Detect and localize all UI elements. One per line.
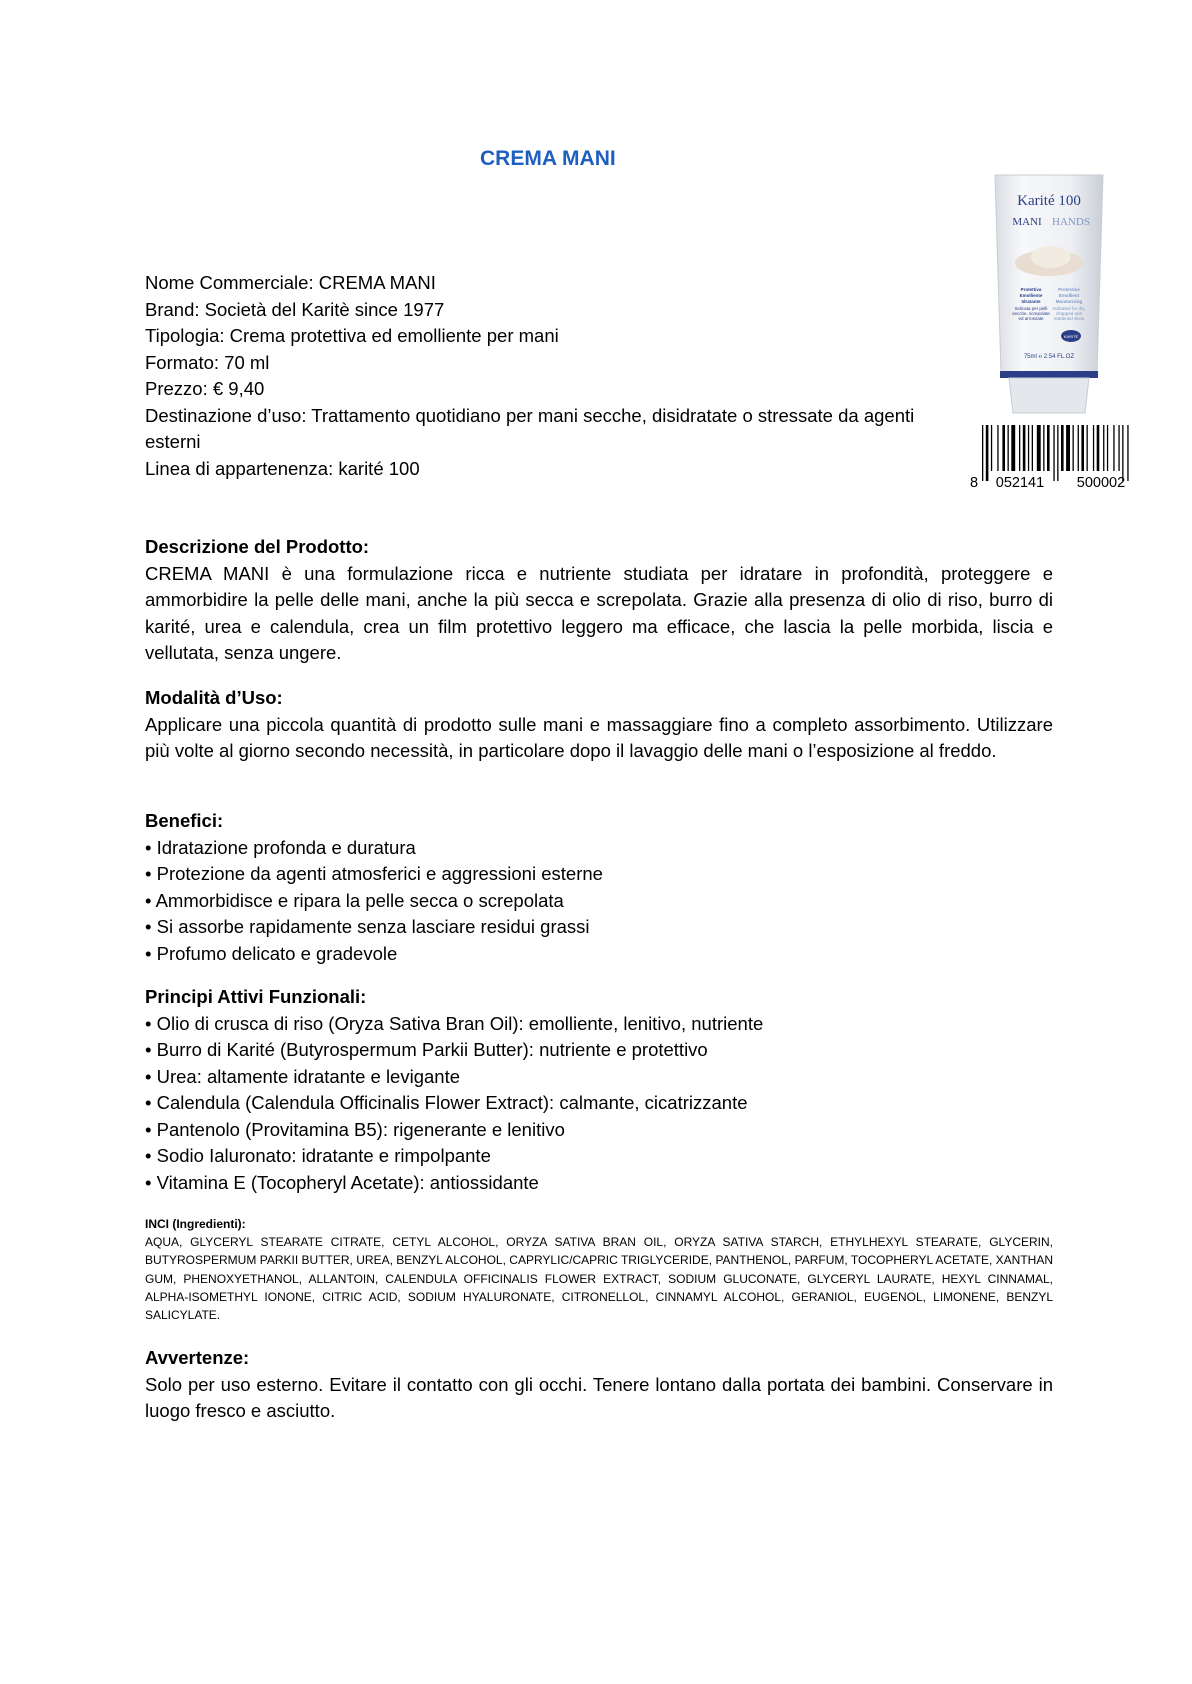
tube-it-4: secche, screpolate — [1012, 311, 1050, 316]
modalita-heading: Modalità d’Uso: — [145, 687, 283, 708]
inci-text: AQUA, GLYCERYL STEARATE CITRATE, CETYL ALCOHOL, ORYZA SATIVA BRAN OIL, ORYZA SATIVA STARCH, ETHYLHEXYL STEARATE, GLYCERIN, BUTYROSPERMUM PARKII BUTTER, UREA, BENZYL ALCOHOL, CAPRYLIC/CAPRIC TRIGLYCERIDE, PANTHENOL, PARFUM, TOCOPHERYL ACETATE, XANTHAN GUM, PHENOXYETHANOL, ALLANTOIN, CALENDULA OFFICINALIS FLOWER EXTRACT, SODIUM GLUCONATE, GLYCERYL LAURATE, HEXYL CINNAMAL, ALPHA-ISOMETHYL IONONE, CITRIC ACID, SODIUM HYALURONATE, CITRONELLOL, CINNAMYL ALCOHOL, GERANIOL, EUGENOL, LIMONENE, BENZYL SALICYLATE. — [145, 1235, 1053, 1323]
barcode-bar — [1019, 425, 1020, 471]
list-item: • Si assorbe rapidamente senza lasciare residui grassi — [145, 916, 590, 937]
barcode-bar — [1057, 425, 1058, 481]
info-brand: Brand: Società del Karitè since 1977 — [145, 298, 445, 320]
tube-it-3: Indicata per pelli — [1014, 306, 1048, 311]
section-inci — [145, 1215, 1053, 1324]
tube-en-0: Protective — [1058, 287, 1080, 292]
barcode-bar — [1118, 425, 1119, 471]
tube-en-1: Emollient — [1058, 293, 1080, 298]
list-item: • Olio di crusca di riso (Oryza Sativa Bran Oil): emolliente, lenitivo, nutriente — [145, 1012, 764, 1034]
list-item: • Sodio Ialuronato: idratante e rimpolpante — [145, 1145, 491, 1166]
barcode-bars — [982, 425, 1129, 481]
barcode-bar — [1037, 425, 1041, 471]
barcode-bar — [1073, 425, 1074, 471]
barcode-bar — [1078, 425, 1079, 471]
barcode-left-group: 052141 — [995, 475, 1045, 491]
principi-heading: Principi Attivi Funzionali: — [145, 986, 367, 1007]
barcode-bar — [1043, 425, 1044, 471]
barcode-bar — [1093, 425, 1094, 471]
barcode-right-group: 500002 — [1076, 475, 1126, 491]
barcode-bar — [1002, 425, 1005, 471]
barcode-bar — [1023, 425, 1026, 471]
modalita-text: Applicare una piccola quantità di prodotto sulle mani e massaggiare fino a completo assorbimento. Utilizzare più volte al giorno secondo necessità, in particolare dopo il lavaggio delle mani o l’esposizione al freddo. — [145, 713, 1053, 761]
barcode-bar — [982, 425, 983, 481]
info-nome: Nome Commerciale: CREMA MANI — [145, 272, 436, 293]
inci-heading: INCI (Ingredienti): — [145, 1217, 246, 1231]
tube-en-5: reddened skins — [1053, 316, 1085, 321]
tube-it-2: Idratante — [1021, 299, 1041, 304]
benefici-list — [145, 835, 1053, 968]
tube-volume: 75ml ℮ 2.54 FL.OZ — [1023, 354, 1075, 360]
barcode-bar — [1113, 425, 1114, 471]
barcode-bar — [1081, 425, 1084, 471]
section-modalita — [145, 685, 1053, 765]
tube-it-0: Protettiva — [1020, 287, 1042, 292]
tube-brand: Karité 100 — [1017, 193, 1081, 209]
barcode-bar — [1087, 425, 1088, 471]
tube-logo: KARITÉ — [1063, 334, 1079, 339]
list-item: • Burro di Karité (Butyrospermum Parkii Butter): nutriente e protettivo — [145, 1039, 708, 1060]
barcode-bar — [997, 425, 998, 471]
tube-it-5: ed arrossate — [1018, 316, 1044, 321]
section-benefici — [145, 808, 1053, 967]
tube-en-3: Indicated for dry, — [1052, 306, 1086, 311]
barcode-bar — [1127, 425, 1128, 481]
section-principi — [145, 984, 1053, 1196]
list-item: • Urea: altamente idratante e levigante — [145, 1065, 460, 1087]
barcode-bar — [986, 425, 989, 481]
list-item: • Protezione da agenti atmosferici e aggressioni esterne — [145, 863, 603, 884]
barcode-bar — [1032, 425, 1033, 471]
barcode — [966, 425, 1144, 491]
tube-en-2: Moisturizing — [1055, 299, 1083, 304]
tube-line2: HANDS — [1052, 216, 1090, 228]
barcode-bar — [1047, 425, 1050, 471]
info-linea: Linea di appartenenza: karité 100 — [145, 457, 420, 479]
section-avvertenze — [145, 1345, 1053, 1425]
descrizione-heading: Descrizione del Prodotto: — [145, 536, 370, 557]
barcode-bar — [1011, 425, 1015, 471]
barcode-bar — [1066, 425, 1070, 471]
avvertenze-text: Solo per uso esterno. Evitare il contatto con gli occhi. Tenere lontano dalla portata dei bambini. Conservare in luogo fresco e asciutto. — [145, 1373, 1053, 1421]
list-item: • Profumo delicato e gradevole — [145, 942, 398, 964]
benefici-heading: Benefici: — [145, 810, 224, 831]
barcode-bar — [1122, 425, 1123, 481]
info-tipologia: Tipologia: Crema protettiva ed emolliente per mani — [145, 325, 559, 346]
section-descrizione — [145, 534, 1053, 667]
list-item: • Ammorbidisce e ripara la pelle secca o screpolata — [145, 889, 564, 911]
info-prezzo: Prezzo: € 9,40 — [145, 378, 265, 399]
barcode-bar — [1097, 425, 1100, 471]
info-formato: Formato: 70 ml — [145, 351, 270, 373]
info-destinazione: Destinazione d’uso: Trattamento quotidiano per mani secche, disidratate o stressate da agenti esterni — [145, 404, 915, 452]
list-item: • Idratazione profonda e duratura — [145, 836, 416, 858]
tube-line1: MANI — [1012, 216, 1042, 228]
descrizione-text: CREMA MANI è una formulazione ricca e nutriente studiata per idratare in profondità, proteggere e ammorbidire la pelle delle mani, anche la più secca e screpolata. Grazie alla presenza di olio di riso, burro di karité, urea e calendula, crea un film protettivo leggero ma efficace, che lascia la pelle morbida, liscia e vellutata, senza ungere. — [145, 562, 1053, 663]
tube-en-4: chapped and — [1055, 311, 1083, 316]
tube-it-1: Emolliente — [1019, 293, 1043, 298]
barcode-first-digit: 8 — [970, 475, 979, 491]
barcode-bar — [1103, 425, 1104, 471]
principi-list — [145, 1011, 1053, 1197]
barcode-bar — [1107, 425, 1108, 471]
page-title: CREMA MANI — [480, 147, 616, 170]
list-item: • Pantenolo (Provitamina B5): rigenerante e lenitivo — [145, 1118, 565, 1140]
list-item: • Calendula (Calendula Officinalis Flower Extract): calmante, cicatrizzante — [145, 1092, 748, 1113]
avvertenze-heading: Avvertenze: — [145, 1347, 250, 1368]
barcode-bar — [1053, 425, 1054, 481]
product-info — [145, 270, 935, 482]
barcode-bar — [1028, 425, 1029, 471]
barcode-bar — [1008, 425, 1009, 471]
list-item: • Vitamina E (Tocopheryl Acetate): antiossidante — [145, 1171, 539, 1193]
product-tube-image — [993, 173, 1105, 418]
barcode-bar — [991, 425, 992, 471]
barcode-bar — [1061, 425, 1064, 471]
